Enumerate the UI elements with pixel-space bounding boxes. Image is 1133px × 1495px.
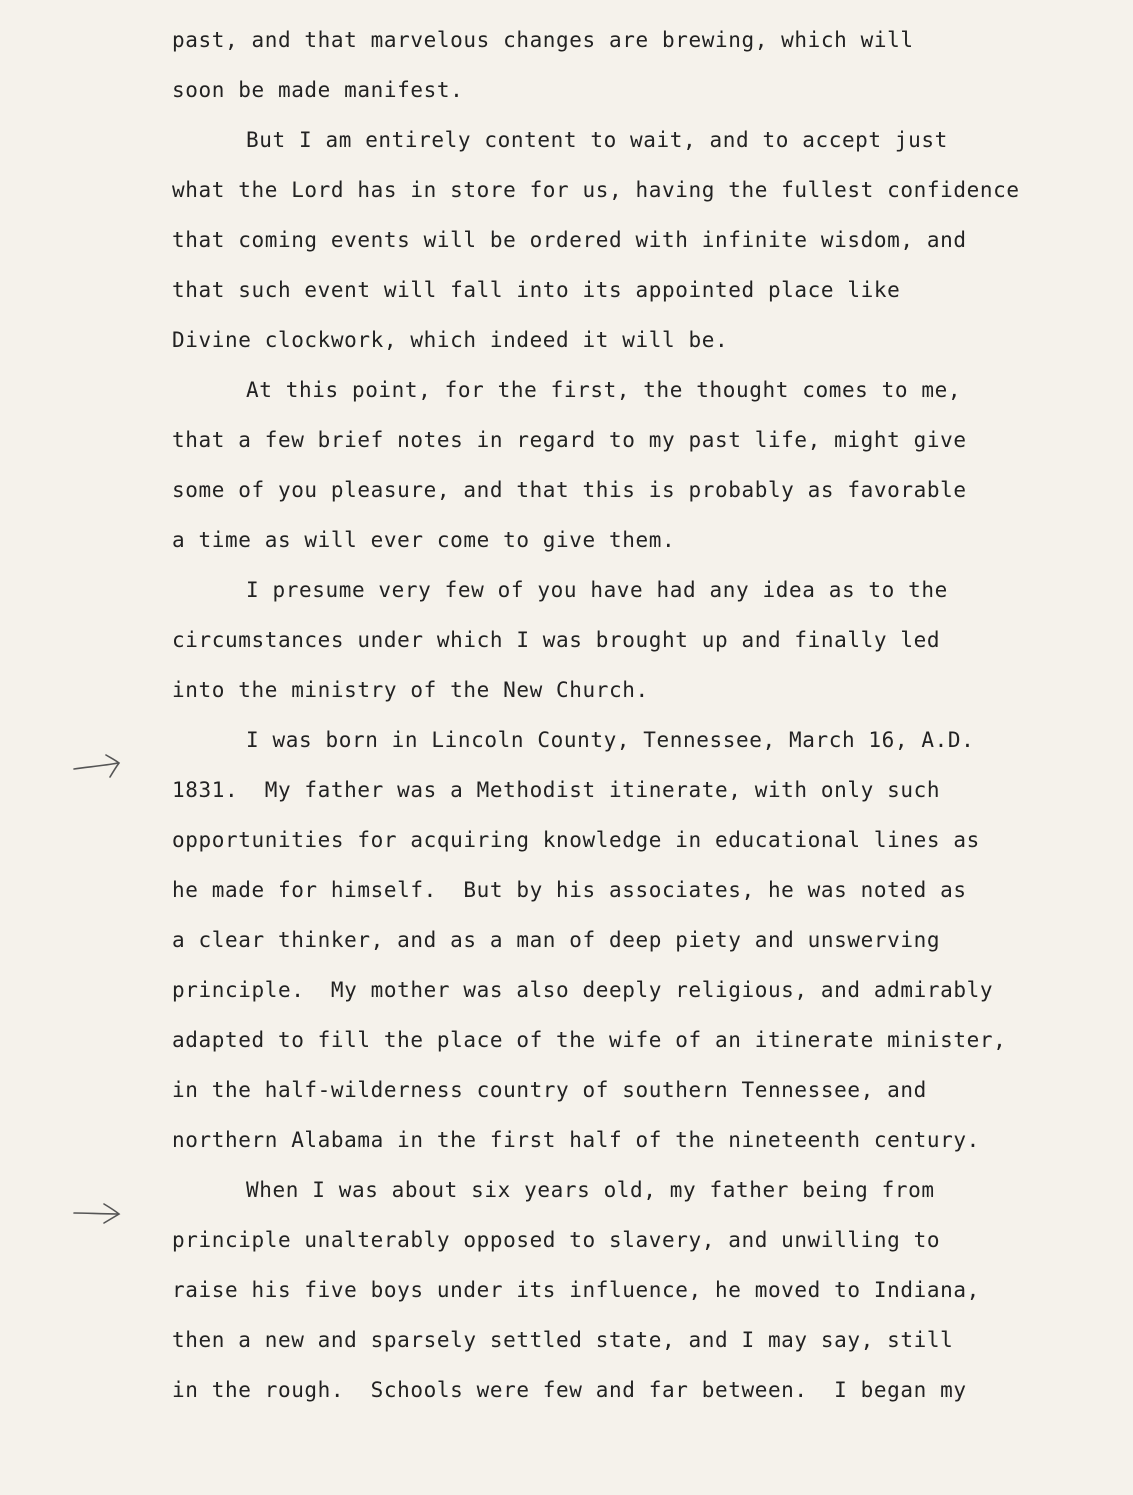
text-line: principle. My mother was also deeply religious, and admirably — [172, 978, 994, 1002]
paragraph-first-line: At this point, for the first, the thought comes to me, — [246, 378, 962, 402]
text-line: opportunities for acquiring knowledge in educational lines as — [172, 828, 980, 852]
paragraph-first-line: But I am entirely content to wait, and to accept just — [246, 128, 948, 152]
text-line: what the Lord has in store for us, having the fullest confidence — [172, 178, 1020, 202]
text-line: circumstances under which I was brought up and finally led — [172, 628, 941, 652]
text-line: some of you pleasure, and that this is probably as favorable — [172, 478, 967, 502]
paragraph-first-line: I presume very few of you have had any idea as to the — [246, 578, 948, 602]
text-line: Divine clockwork, which indeed it will be. — [172, 328, 729, 352]
text-line: soon be made manifest. — [172, 78, 464, 102]
paragraph-first-line: When I was about six years old, my father being from — [246, 1178, 935, 1202]
text-line: past, and that marvelous changes are brewing, which will — [172, 28, 914, 52]
text-line: raise his five boys under its influence, he moved to Indiana, — [172, 1278, 980, 1302]
handwritten-arrow-icon — [72, 752, 124, 782]
text-line: that a few brief notes in regard to my past life, might give — [172, 428, 967, 452]
text-line: adapted to fill the place of the wife of an itinerate minister, — [172, 1028, 1007, 1052]
text-line: a clear thinker, and as a man of deep piety and unswerving — [172, 928, 941, 952]
text-line: then a new and sparsely settled state, and I may say, still — [172, 1328, 954, 1352]
paragraph-first-line: I was born in Lincoln County, Tennessee, March 16, A.D. — [246, 728, 975, 752]
text-line: 1831. My father was a Methodist itinerate, with only such — [172, 778, 941, 802]
typed-text-body — [172, 15, 1127, 1415]
text-line: he made for himself. But by his associates, he was noted as — [172, 878, 967, 902]
text-line: in the rough. Schools were few and far between. I began my — [172, 1378, 967, 1402]
text-line: principle unalterably opposed to slavery, and unwilling to — [172, 1228, 941, 1252]
text-line: that coming events will be ordered with infinite wisdom, and — [172, 228, 967, 252]
text-line: in the half-wilderness country of southern Tennessee, and — [172, 1078, 927, 1102]
text-line: into the ministry of the New Church. — [172, 678, 649, 702]
handwritten-arrow-icon — [72, 1199, 124, 1229]
text-line: northern Alabama in the first half of the nineteenth century. — [172, 1128, 980, 1152]
text-line: a time as will ever come to give them. — [172, 528, 676, 552]
text-line: that such event will fall into its appointed place like — [172, 278, 901, 302]
